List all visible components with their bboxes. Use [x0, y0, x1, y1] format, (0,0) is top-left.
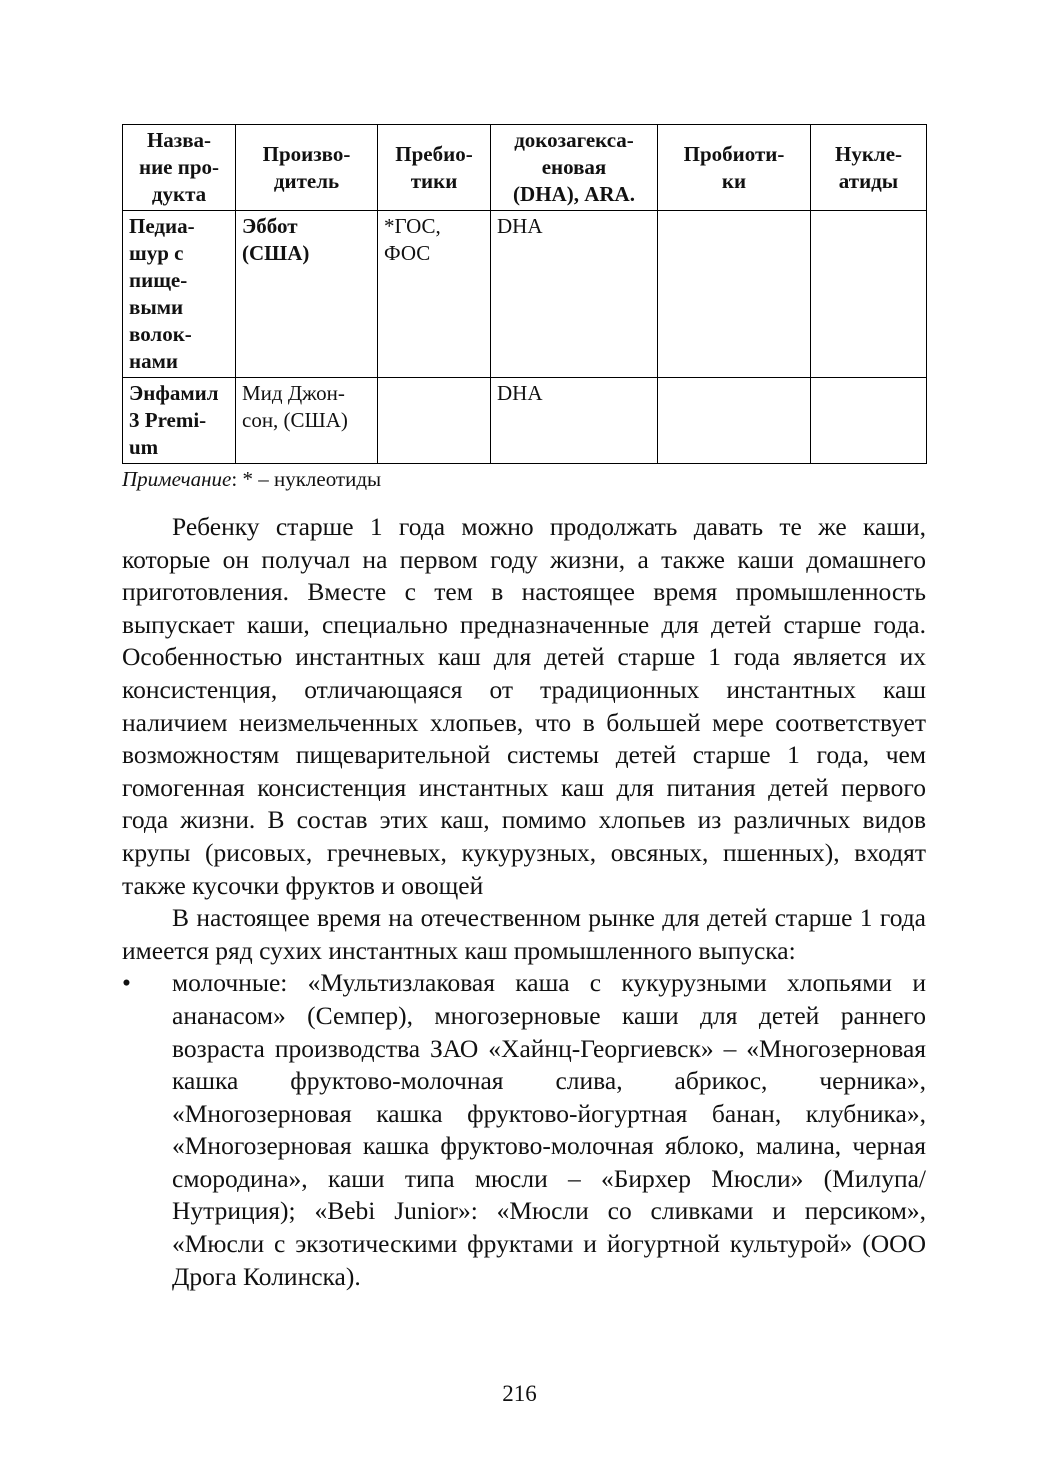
cell-probiotics [658, 211, 811, 378]
header-product-name: Назва- ние про- дукта [123, 125, 236, 211]
cell-manufacturer: Мид Джон- сон, (США) [236, 378, 378, 464]
product-table [122, 124, 927, 464]
cell-product-name: Педиа- шур с пище- выми волок- нами [123, 211, 236, 378]
cell-prebiotics [378, 378, 491, 464]
table-row [123, 211, 927, 378]
header-dha-ara: докозагекса- еновая (DHA), ARA. [491, 125, 658, 211]
cell-nucleotides [811, 211, 927, 378]
note-label: Примечание [122, 467, 232, 491]
paragraph: В настоящее время на отечественном рынке для детей старше 1 года имеется ряд сухих инстантных каш промышленного выпуска: [122, 903, 926, 965]
header-prebiotics: Пребио- тики [378, 125, 491, 211]
note-text: : * – нуклеотиды [231, 467, 382, 491]
page-number: 216 [502, 1381, 537, 1406]
header-probiotics: Пробиоти- ки [658, 125, 811, 211]
list-item [122, 967, 926, 1293]
page-content [122, 124, 926, 1293]
list-item-text: молочные: «Мультизлаковая каша с кукурузными хлопьями и ананасом» (Семпер), многозерновые каши для детей раннего возраста производства ЗАО «Хайнц-Георгиевск» – «Многозерновая кашка фруктово-молочная слива, абрикос, черника», «Многозерновая кашка фруктово-йогуртная банан, клубника», «Многозерновая кашка фруктово-молочная яблоко, малина, черная смородина», каши типа мюсли – «Бирхер Мюсли» (Милупа/Нутриция); «Bebi Junior»: «Мюсли со сливками и персиком», «Мюсли с экзотическими фруктами и йогуртной культурой» (ООО Дрога Колинска). [172, 968, 926, 1291]
cell-dha-ara: DHA [491, 211, 658, 378]
table-note [122, 465, 926, 493]
table-row [123, 378, 927, 464]
cell-product-name: Энфамил 3 Premi- um [123, 378, 236, 464]
header-nucleotides: Нукле- атиды [811, 125, 927, 211]
cell-prebiotics: *ГОС, ФОС [378, 211, 491, 378]
paragraph: Ребенку старше 1 года можно продолжать давать те же каши, которые он получал на первом году жизни, а также каши домашнего приготовления. Вместе с тем в настоящее время промышленность выпускает каши, специально предназначенные для детей старше года. Особенностью инстантных каш для детей старше 1 года является их консистенция, отличающаяся от традиционных инстантных каш наличием неизмельченных хлопьев, что в большей мере соответствует возможностям пищеварительной системы детей старше 1 года, чем гомогенная консистенция инстантных каш для питания детей первого года жизни. В состав этих каш, помимо хлопьев из различных видов крупы (рисовых, гречневых, кукурузных, овсяных, пшенных), входят также кусочки фруктов и овощей [122, 512, 926, 900]
cell-manufacturer: Эббот (США) [236, 211, 378, 378]
cell-nucleotides [811, 378, 927, 464]
body-text [122, 511, 926, 1293]
bullet-mark: • [122, 968, 131, 998]
cell-probiotics [658, 378, 811, 464]
header-manufacturer: Произво- дитель [236, 125, 378, 211]
table-header-row [123, 125, 927, 211]
cell-dha-ara: DHA [491, 378, 658, 464]
